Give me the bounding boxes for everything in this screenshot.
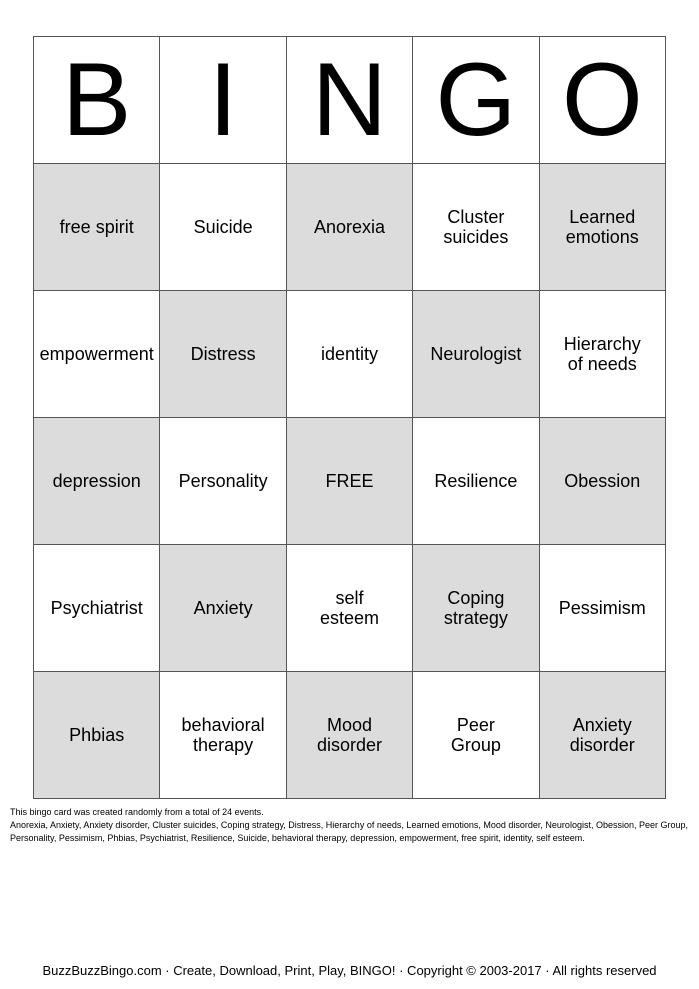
bingo-cell [34, 672, 160, 799]
note-event-list: Anorexia, Anxiety, Anxiety disorder, Cluster suicides, Coping strategy, Distress, Hierarchy of needs, Learned emotions, Mood disorder, Neurologist, Obession, Peer Group, Personality, Pessimism, Phbias, Psychiatrist, Resilience, Suicide, behavioral therapy, depression, empowerment, free spirit, identity, self esteem. [10, 820, 688, 843]
bingo-cell [539, 672, 665, 799]
bingo-cell-text: Suicide [193, 217, 253, 237]
bingo-cell [160, 672, 286, 799]
bingo-cell [286, 164, 412, 291]
bingo-row [34, 545, 666, 672]
bingo-row [34, 672, 666, 799]
bingo-cell [539, 545, 665, 672]
bingo-cell-text: Phbias [69, 725, 125, 745]
bingo-cell-text: Neurologist [430, 344, 522, 364]
header-letter-g: G [413, 37, 539, 164]
bingo-cell [34, 418, 160, 545]
bingo-cell-text: Peer Group [450, 715, 501, 755]
note-summary: This bingo card was created randomly from a total of 24 events. [10, 807, 264, 817]
bingo-cell [160, 291, 286, 418]
card-generation-note [10, 806, 692, 845]
bingo-cell-text: Distress [190, 344, 256, 364]
bingo-row [34, 291, 666, 418]
bingo-cell-text: Obession [564, 471, 641, 491]
bingo-card [33, 36, 666, 799]
bingo-cell-text: Cluster suicides [443, 207, 509, 247]
bingo-cell-text: Anxiety [193, 598, 253, 618]
bingo-row [34, 418, 666, 545]
bingo-cell-text: Psychiatrist [50, 598, 143, 618]
bingo-cell [413, 672, 539, 799]
header-letter-i: I [160, 37, 286, 164]
bingo-row [34, 164, 666, 291]
bingo-cell [160, 164, 286, 291]
bingo-cell [160, 418, 286, 545]
bingo-cell [539, 291, 665, 418]
bingo-cell-text: depression [52, 471, 141, 491]
header-letter-b: B [34, 37, 160, 164]
bingo-cell [34, 545, 160, 672]
bingo-cell-text: Learned emotions [565, 207, 639, 247]
bingo-cell-text: empowerment [39, 344, 154, 364]
bingo-cell-text: Mood disorder [316, 715, 382, 755]
bingo-cell-text: Anorexia [313, 217, 385, 237]
bingo-cell-text: behavioral therapy [181, 715, 265, 755]
bingo-cell-text: Pessimism [558, 598, 646, 618]
bingo-header-row [34, 37, 666, 164]
header-letter-n: N [286, 37, 412, 164]
bingo-cell [286, 545, 412, 672]
bingo-cell [34, 291, 160, 418]
bingo-cell-text: FREE [325, 471, 374, 491]
bingo-cell-text: Anxiety disorder [569, 715, 635, 755]
bingo-cell [539, 164, 665, 291]
header-letter-o: O [539, 37, 665, 164]
bingo-cell [160, 545, 286, 672]
bingo-cell-text: identity [320, 344, 378, 364]
bingo-cell-text: Personality [178, 471, 268, 491]
bingo-cell [413, 418, 539, 545]
bingo-cell [413, 545, 539, 672]
bingo-cell [413, 164, 539, 291]
bingo-cell [539, 418, 665, 545]
bingo-cell-text: self esteem [319, 588, 379, 628]
bingo-cell [286, 672, 412, 799]
bingo-cell-text: free spirit [59, 217, 134, 237]
bingo-cell [34, 164, 160, 291]
bingo-cell-text: Resilience [434, 471, 518, 491]
bingo-cell [413, 291, 539, 418]
site-footer: BuzzBuzzBingo.com · Create, Download, Print, Play, BINGO! · Copyright © 2003-2017 · All rights reserved [42, 963, 657, 978]
bingo-cell-text: Hierarchy of needs [563, 334, 641, 374]
bingo-cell [286, 291, 412, 418]
bingo-cell-text: Coping strategy [443, 588, 508, 628]
bingo-free-cell [286, 418, 412, 545]
